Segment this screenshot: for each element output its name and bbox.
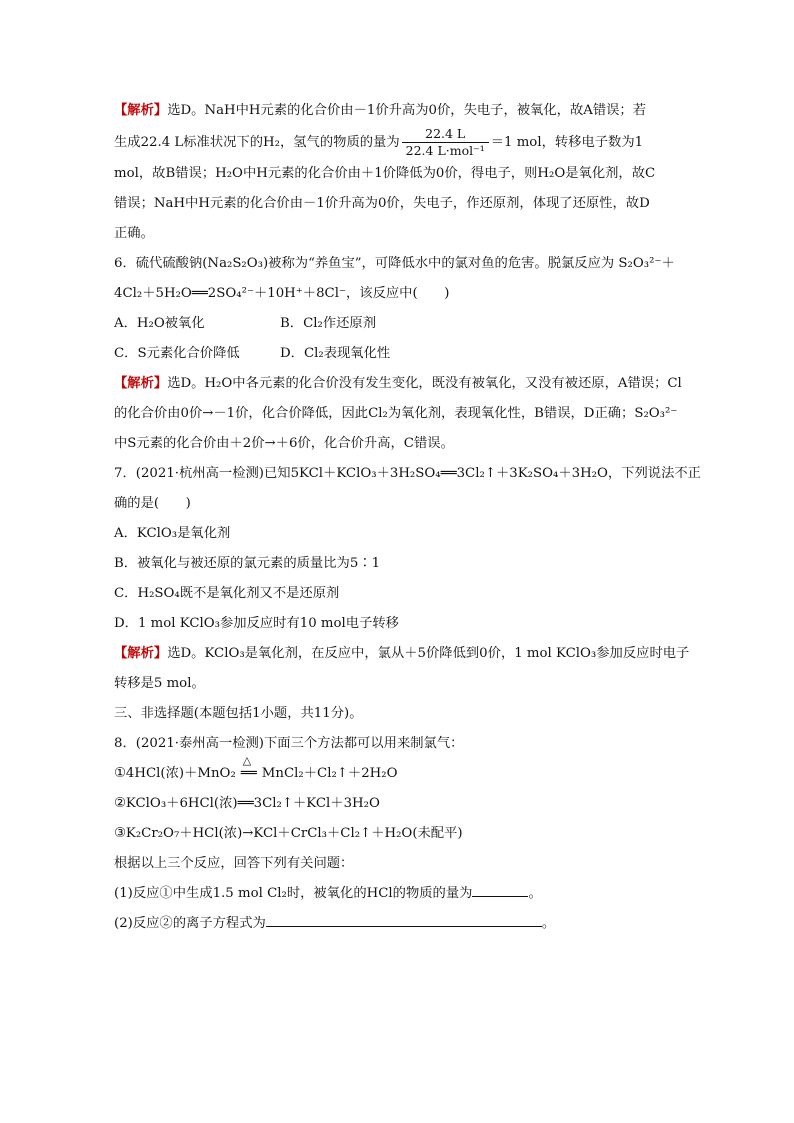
q5-analysis-line1: 【解析】选D。NaH中H元素的化合价由－1价升高为0价，失电子，被氧化，故A错误；若 <box>114 103 647 118</box>
q8-sub1: (1)反应①中生成1.5 mol Cl₂时，被氧化的HCl的物质的量为 。 <box>114 879 684 909</box>
q6-option-d: D．Cl₂表现氧化性 <box>280 346 391 361</box>
q8-reaction-2: ②KClO₃＋6HCl(浓)══3Cl₂↑＋KCl＋3H₂O <box>114 796 380 811</box>
q6-analysis-line3: 中S元素的化合价由＋2价→＋6价，化合价升高，C错误。 <box>114 436 454 451</box>
content-area <box>114 96 701 939</box>
q8-intro: 根据以上三个反应，回答下列有关问题： <box>114 856 354 871</box>
heat-symbol: △ <box>242 754 252 767</box>
q8-reaction-3: ③K₂Cr₂O₇＋HCl(浓)→KCl＋CrCl₃＋Cl₂↑＋H₂O(未配平) <box>114 826 463 841</box>
q8-reaction-1: ①4HCl(浓)＋MnO₂ △ ══ MnCl₂＋Cl₂↑＋2H₂O <box>114 754 398 781</box>
q5-analysis-line4: 错误；NaH中H元素的化合价由－1价升高为0价，失电子，作还原剂，体现了还原性，故D <box>114 196 650 211</box>
q5-analysis-line5: 正确。 <box>114 226 154 241</box>
q6-option-a: A．H₂O被氧化 <box>114 316 205 331</box>
q7-option-c: C．H₂SO₄既不是氧化剂又不是还原剂 <box>114 586 340 601</box>
q6-options-ab <box>114 309 684 339</box>
analysis-tag: 【解析】 <box>114 376 168 391</box>
q6-analysis-line2: 的化合价由0价→－1价，化合价降低，因此Cl₂为氧化剂，表现氧化性，B错误，D正确；S₂O₃²⁻ <box>114 406 678 421</box>
q6-option-c: C．S元素化合价降低 <box>114 346 240 361</box>
molar-fraction: $\frac{22.4 L}{\text{22.4 L·mol⁻¹}}$ <box>402 126 489 159</box>
q6-option-b: B．Cl₂作还原剂 <box>280 316 377 331</box>
q7-option-b: B．被氧化与被还原的氯元素的质量比为5∶1 <box>114 556 381 571</box>
answer-blank-2[interactable] <box>266 912 542 927</box>
q5-analysis-line3: mol，故B错误；H₂O中H元素的化合价由＋1价降低为0价，得电子，则H₂O是氧化剂，故C <box>114 166 656 181</box>
q7-analysis-line2: 转移是5 mol。 <box>114 676 205 691</box>
q6-stem-line1: 6．硫代硫酸钠(Na₂S₂O₃)被称为“养鱼宝”，可降低水中的氯对鱼的危害。脱氯反应为 S₂O₃²⁻＋ <box>114 256 675 271</box>
q7-stem-line2: 确的是( ) <box>114 496 191 511</box>
answer-blank-1[interactable] <box>472 882 528 897</box>
q7-analysis-line1: 【解析】选D。KClO₃是氧化剂，在反应中，氯从＋5价降低到0价，1 mol KClO₃参加反应时电子 <box>114 646 690 661</box>
heat-arrow: △ ══ <box>240 754 257 781</box>
section-heading: 三、非选择题(本题包括1小题，共11分)。 <box>114 706 363 721</box>
analysis-tag: 【解析】 <box>114 103 168 118</box>
q7-option-d: D．1 mol KClO₃参加反应时有10 mol电子转移 <box>114 616 399 631</box>
q7-stem-line1: 7．(2021·杭州高一检测)已知5KCl＋KClO₃＋3H₂SO₄══3Cl₂↑＋3K₂SO₄＋3H₂O，下列说法不正 <box>114 466 701 481</box>
q6-options-cd <box>114 339 684 369</box>
q8-stem: 8．(2021·泰州高一检测)下面三个方法都可以用来制氯气： <box>114 736 464 751</box>
analysis-tag: 【解析】 <box>114 646 168 661</box>
q8-sub2: (2)反应②的离子方程式为 。 <box>114 909 684 939</box>
q5-analysis-line2: 生成22.4 L标准状况下的H₂，氢气的物质的量为 $\frac{22.4 L}{\text{22.4 L·mol⁻¹}}$ ＝1 mol，转移电子数为1 <box>114 126 644 158</box>
q7-option-a: A．KClO₃是氧化剂 <box>114 526 231 541</box>
q6-stem-line2: 4Cl₂＋5H₂O══2SO₄²⁻＋10H⁺＋8Cl⁻，该反应中( ) <box>114 286 450 301</box>
q6-analysis-line1: 【解析】选D。H₂O中各元素的化合价没有发生变化，既没有被氧化，又没有被还原，A错误；Cl <box>114 376 682 391</box>
